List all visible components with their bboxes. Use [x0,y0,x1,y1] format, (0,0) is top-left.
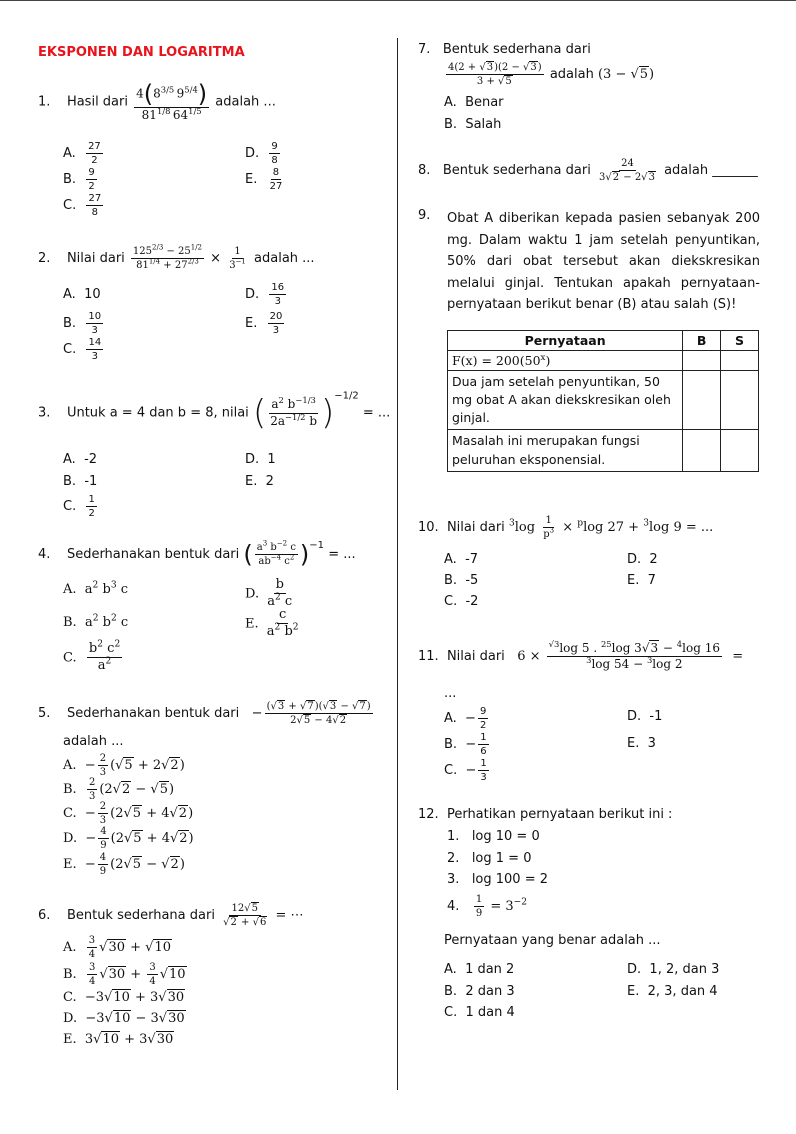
cell-b[interactable] [683,371,721,430]
page-title: EKSPONEN DAN LOGARITMA [38,45,245,60]
q6-option-b[interactable]: B. $\frac{3}{4}$ √30 + $\frac{3}{4}$ √10 [63,962,186,987]
statement-function: $F(x) = 200(50^x)$ [448,351,683,371]
q7-option-a[interactable]: A. Benar [444,95,504,110]
q6-option-c[interactable]: C. −3√10 + 3√30 [63,990,185,1005]
q5-option-e[interactable]: E. − $\frac{4}{9}$ (2√5 − √2) [63,852,185,877]
q5-option-b[interactable]: B. $\frac{2}{3}$ (2√2 − √5) [63,777,175,802]
question-5: 5. Sederhanakan bentuk dari − $\frac{(√3 + √7)(√3 - √7)}{2√5 - 4√2}$ [38,701,371,726]
q12-item-2: 2. log 1 = 0 [447,851,532,866]
q11-option-e[interactable]: E. 3 [627,736,656,751]
q3-expression: $\frac{a^2 b^{-1/3}}{2a^{-1/2} b}$ [270,395,317,428]
top-border [0,0,796,1]
q10-option-e[interactable]: E. 7 [627,573,656,588]
q12-item-1: 1. log 10 = 0 [447,829,540,844]
question-7: 7. Bentuk sederhana dari [418,42,591,57]
q5-option-a[interactable]: A. − $\frac{2}{3}$ (√5 + 2√2) [63,753,185,778]
cell-b[interactable] [683,351,721,371]
question-10: 10. Nilai dari $^3$log $\frac{1}{p^3}$ × $^p$log 27 + $^3$log 9 = ... [418,515,714,540]
q6-option-a[interactable]: A. $\frac{3}{4}$ √30 + √10 [63,935,172,960]
q12-option-c[interactable]: C. 1 dan 4 [444,1005,515,1020]
question-11: 11. Nilai dari 6 × $\frac{^{√3}\log 5 . ^{25}\log 3√3 - ^4\log 16}{^3\log 54 - ^3\log 2}$ = [418,639,744,672]
q4-option-e[interactable]: E. $\frac{c}{a^2 b^2}$ [245,607,299,640]
q9-number: 9. [418,208,431,223]
table-row [448,430,759,471]
q9-text: Obat A diberikan kepada pasien sebanyak 200 mg. Dalam waktu 1 jam setelah penyuntikan, 50% dari obat tersebut akan diekskresikan melalui ginjal. Tentukan apakah pernyataan- pernyataan berikut benar (B) atau salah (S)! [447,211,760,312]
question-6: 6. Bentuk sederhana dari $\frac{12√5}{√2 + √6}$ = ⋯ [38,903,304,928]
q10-option-a[interactable]: A. -7 [444,552,479,567]
q11-option-c[interactable]: C. − $\frac{1}{3}$ [444,758,487,783]
q3-option-d[interactable]: D. 1 [245,452,276,467]
q11-expression: $\frac{^{√3}\log 5 . ^{25}\log 3√3 - ^4\log 16}{^3\log 54 - ^3\log 2}$ [548,639,720,672]
table-header-statement: Pernyataan [448,331,683,351]
q2-option-b[interactable]: B. $\frac{10}{3}$ [63,311,102,336]
column-divider [397,38,398,1090]
q2-option-c[interactable]: C. $\frac{14}{3}$ [63,337,102,362]
question-12: 12. Perhatikan pernyataan berikut ini : [418,807,673,822]
q2-option-d[interactable]: D. $\frac{16}{3}$ [245,282,285,307]
question-4: 4. Sederhanakan bentuk dari ( $\frac{a^3 b^{-2} c}{ab^{-4} c^2}$ )$^{-1}$ = ... [38,539,356,569]
q1-option-b[interactable]: B. $\frac{9}{2}$ [63,167,95,192]
q3-option-c[interactable]: C. $\frac{1}{2}$ [63,494,95,519]
q12-option-b[interactable]: B. 2 dan 3 [444,984,515,999]
cell-s[interactable] [721,430,759,471]
question-1 [38,82,276,122]
q3-option-b[interactable]: B. -1 [63,474,98,489]
q3-option-e[interactable]: E. 2 [245,474,274,489]
q1-expression: $\frac{4(8^{3/5} 9^{5/4})}{81^{1/8} 64^{1/5}}$ [136,80,208,122]
q12-option-a[interactable]: A. 1 dan 2 [444,962,515,977]
statement-1: Dua jam setelah penyuntikan, 50 mg obat A akan diekskresikan oleh ginjal. [448,371,683,430]
q5-tail: adalah ... [63,734,124,749]
q4-option-b[interactable]: B. $a^2$ $b^2$ c [63,613,129,630]
statement-table [447,330,759,472]
q11-dots: ... [444,686,457,701]
cell-s[interactable] [721,351,759,371]
q6-option-d[interactable]: D. −3√10 − 3√30 [63,1011,185,1026]
q12-item-3: 3. log 100 = 2 [447,872,549,887]
q6-expression: $\frac{12√5}{√2 + √6}$ [223,903,267,928]
q4-option-c[interactable]: C. $\frac{b^2 c^2}{a^2}$ [63,639,121,674]
q10-option-c[interactable]: C. -2 [444,594,479,609]
q12-question: Pernyataan yang benar adalah ... [444,933,661,948]
q1-option-a[interactable]: A. $\frac{27}{2}$ [63,141,101,166]
q12-option-e[interactable]: E. 2, 3, dan 4 [627,984,718,999]
cell-s[interactable] [721,371,759,430]
q10-option-d[interactable]: D. 2 [627,552,658,567]
q6-option-e[interactable]: E. 3√10 + 3√30 [63,1032,174,1047]
q4-expression: $\frac{a^3 b^{-2} c}{ab^{-4} c^2}$ [256,539,296,567]
q12-option-d[interactable]: D. 1, 2, dan 3 [627,962,720,977]
q2-option-a[interactable]: A. 10 [63,287,101,302]
q12-item-4: 4. $\frac{1}{9}$ = $3^{-2}$ [447,894,528,919]
q1-number: 1. [38,94,51,110]
q5-expression: $\frac{(√3 + √7)(√3 - √7)}{2√5 - 4√2}$ [266,701,371,726]
statement-2: Masalah ini merupakan fungsi peluruhan eksponensial. [448,430,683,471]
q1-option-d[interactable]: D. $\frac{9}{8}$ [245,141,278,166]
q7-expression: $\frac{4(2 + √3)(2 - √3)}{3 + √5}$ [448,62,542,87]
q5-option-c[interactable]: C. − $\frac{2}{3}$ (2√5 + 4√2) [63,801,194,826]
q1-lead: Hasil dari [66,94,128,110]
q7-expression-line: $\frac{4(2 + √3)(2 - √3)}{3 + √5}$ adalah (3 − √5) [448,62,655,87]
q11-option-d[interactable]: D. -1 [627,709,663,724]
table-header-b: B [683,331,721,351]
question-8: 8. Bentuk sederhana dari $\frac{24}{3√2 - 2√3}$ adalah _______ [418,158,758,183]
q2-option-e[interactable]: E. $\frac{20}{3}$ [245,311,283,336]
table-header-s: S [721,331,759,351]
q3-option-a[interactable]: A. -2 [63,452,98,467]
q4-option-a[interactable]: A. $a^2$ $b^3$ c [63,580,129,597]
q1-tail: adalah ... [215,94,276,110]
q8-expression: $\frac{24}{3√2 - 2√3}$ [598,158,655,183]
q7-option-b[interactable]: B. Salah [444,117,502,132]
q1-option-e[interactable]: E. $\frac{8}{27}$ [245,167,283,192]
q10-expression: $^3$log $\frac{1}{p^3}$ × $^p$log 27 + $^3$log 9 = ... [508,515,714,540]
q10-option-b[interactable]: B. -5 [444,573,479,588]
q4-option-d[interactable]: D. $\frac{b}{a^2 c}$ [245,577,293,610]
q2-expression: $\frac{125^{2/3} - 25^{1/2}}{81^{1/4} + 27^{2/3}}$ [132,243,203,271]
q11-option-b[interactable]: B. − $\frac{1}{6}$ [444,732,487,757]
table-row [448,351,759,371]
q5-option-d[interactable]: D. − $\frac{4}{9}$ (2√5 + 4√2) [63,826,194,851]
question-2: 2. Nilai dari $\frac{125^{2/3} - 25^{1/2}}{81^{1/4} + 27^{2/3}}$ × $\frac{1}{3^{-1}}$ adalah ... [38,243,315,271]
question-3: 3. Untuk a = 4 dan b = 8, nilai ( $\frac{a^2 b^{-1/3}}{2a^{-1/2} b}$ )$^{-1/2}$ = ... [38,390,391,433]
q11-option-a[interactable]: A. − $\frac{9}{2}$ [444,706,487,731]
table-row [448,371,759,430]
cell-b[interactable] [683,430,721,471]
q1-option-c[interactable]: C. $\frac{27}{8}$ [63,193,102,218]
